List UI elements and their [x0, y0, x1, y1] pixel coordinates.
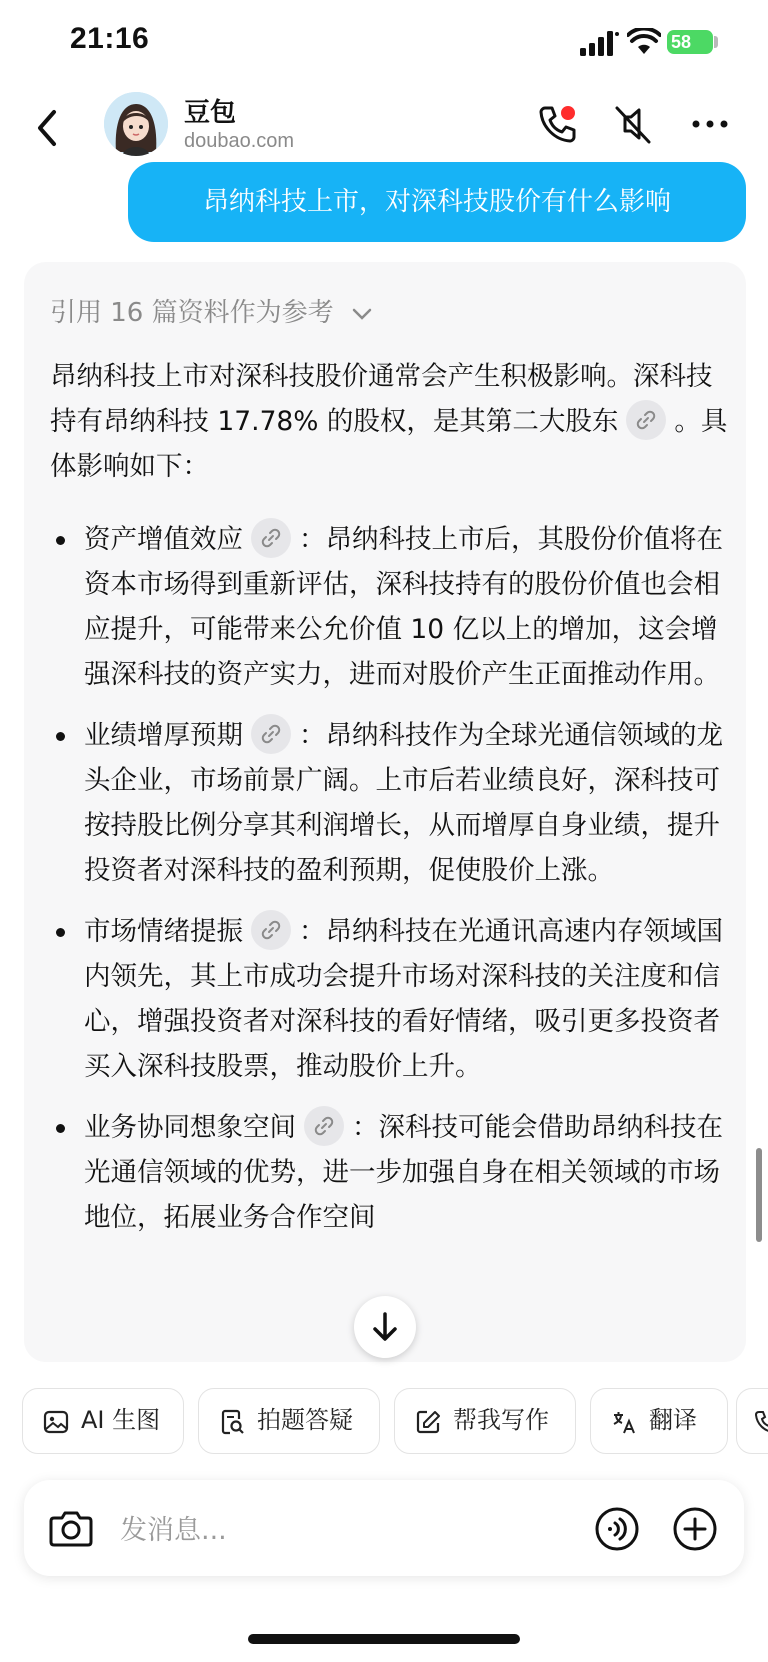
- source-link-button[interactable]: [304, 1106, 344, 1146]
- edit-icon: [415, 1409, 441, 1435]
- translate-icon: [611, 1409, 637, 1435]
- chat-header: [0, 88, 768, 170]
- scrollbar[interactable]: [756, 1148, 762, 1242]
- phone-icon: [753, 1409, 768, 1435]
- battery-icon: [667, 30, 713, 54]
- status-time: 21:16: [70, 22, 150, 55]
- home-indicator[interactable]: [248, 1634, 520, 1644]
- avatar-girl-icon: [104, 92, 168, 156]
- source-link-button[interactable]: [251, 910, 291, 950]
- answer-bullet-list: [50, 517, 730, 1240]
- message-input-bar: [24, 1480, 744, 1576]
- search-doc-icon: [219, 1409, 245, 1435]
- chip-label: 拍题答疑: [257, 1406, 353, 1434]
- back-icon[interactable]: [30, 104, 66, 152]
- chat-title: 豆包: [184, 98, 237, 128]
- image-icon: [43, 1409, 69, 1435]
- plus-icon[interactable]: [672, 1506, 718, 1552]
- chat-subtitle: doubao.com: [184, 130, 295, 152]
- list-item: [50, 713, 730, 893]
- answer-intro-text: 昂纳科技上市对深科技股价通常会产生积极影响。深科技持有昂纳科技 17.78% 的股权，是其第二大股东: [50, 361, 713, 437]
- chip-label: 翻译: [649, 1406, 697, 1434]
- quick-action-bar: [0, 1388, 768, 1456]
- arrow-down-icon: [354, 1296, 416, 1358]
- list-item: [50, 517, 730, 697]
- chevron-down-icon: [352, 307, 372, 321]
- more-icon[interactable]: [690, 102, 734, 146]
- answer-intro: [50, 354, 730, 489]
- link-icon: [261, 920, 281, 940]
- chip-ai-image[interactable]: [22, 1388, 184, 1454]
- link-icon: [636, 410, 656, 430]
- bullet-title: 业绩增厚预期: [84, 720, 243, 751]
- chip-label: AI 生图: [81, 1406, 161, 1434]
- bullet-text: ：昂纳科技在光通讯高速内存领域国内领先，其上市成功会提升市场对深科技的关注度和信心，增强投资者对深科技的看好情绪，吸引更多投资者买入深科技股票，推动股价上升。: [84, 916, 723, 1082]
- message-input[interactable]: 发消息...: [120, 1515, 227, 1546]
- speaker-muted-icon[interactable]: [611, 102, 655, 146]
- list-item: [50, 909, 730, 1089]
- bullet-title: 市场情绪提振: [84, 916, 243, 947]
- status-bar: [0, 0, 768, 88]
- voice-icon[interactable]: [594, 1506, 640, 1552]
- list-item: [50, 1105, 730, 1240]
- user-message-bubble[interactable]: 昂纳科技上市，对深科技股价有什么影响: [128, 162, 746, 242]
- link-icon: [314, 1116, 334, 1136]
- reference-toggle[interactable]: [50, 292, 372, 329]
- link-icon: [261, 724, 281, 744]
- wifi-icon: [627, 28, 661, 56]
- source-link-button[interactable]: [626, 400, 666, 440]
- call-badge: [559, 104, 577, 122]
- chip-more-partial[interactable]: [736, 1388, 768, 1454]
- answer-intro-tail: 。具体影响如下：: [50, 406, 728, 482]
- bullet-text: ：深科技可能会借助昂纳科技在光通信领域的优势，进一步加强自身在相关领域的市场地位，拓展业务合作空间: [84, 1112, 723, 1233]
- reference-label: 引用 16 篇资料作为参考: [50, 298, 334, 328]
- assistant-answer-card: [24, 262, 746, 1362]
- source-link-button[interactable]: [251, 518, 291, 558]
- bullet-title: 业务协同想象空间: [84, 1112, 296, 1143]
- battery-level: 58: [671, 32, 692, 52]
- link-icon: [261, 528, 281, 548]
- camera-icon[interactable]: [48, 1508, 94, 1548]
- bullet-title: 资产增值效应: [84, 524, 243, 555]
- chip-writing[interactable]: [394, 1388, 576, 1454]
- cellular-signal-icon: [580, 30, 620, 56]
- avatar[interactable]: [104, 92, 168, 156]
- answer-body: [50, 354, 730, 1256]
- chip-translate[interactable]: [590, 1388, 728, 1454]
- chip-label: 帮我写作: [453, 1406, 549, 1434]
- scroll-to-bottom-button[interactable]: [354, 1296, 416, 1358]
- chip-photo-question[interactable]: [198, 1388, 380, 1454]
- bullet-text: ：昂纳科技作为全球光通信领域的龙头企业，市场前景广阔。上市后若业绩良好，深科技可按持股比例分享其利润增长，从而增厚自身业绩，提升投资者对深科技的盈利预期，促使股价上涨。: [84, 720, 723, 886]
- battery-tip: [714, 36, 718, 48]
- source-link-button[interactable]: [251, 714, 291, 754]
- bullet-text: ：昂纳科技上市后，其股份价值将在资本市场得到重新评估，深科技持有的股份价值也会相应提升，可能带来公允价值 10 亿以上的增加，这会增强深科技的资产实力，进而对股价产生正面推动作用。: [84, 524, 723, 690]
